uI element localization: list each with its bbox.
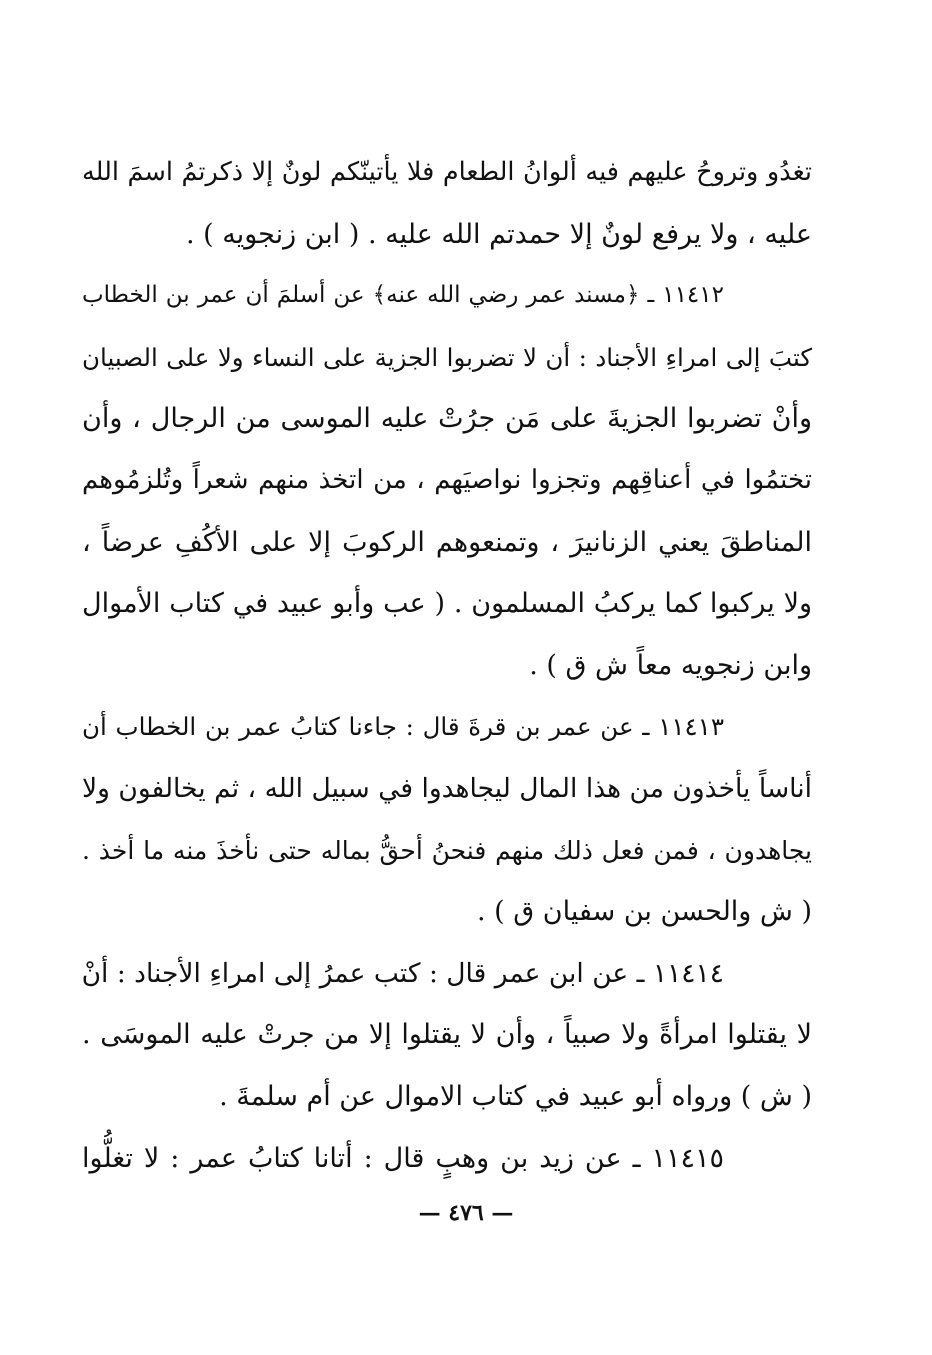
text-line: عليه ، ولا يرفع لونٌ إلا حمدتم الله عليه . ( ابن زنجويه ) . — [185, 218, 812, 250]
page-number: — ٤٧٦ — — [418, 1200, 514, 1226]
text-line: أناساً يأخذون من هذا المال ليجاهدوا في سبيل الله ، ثم يخالفون ولا — [82, 772, 812, 804]
text-line: تختمُوا في أعناقِهم وتجزوا نواصيَهم ، من اتخذ منهم شعراً وتُلزمُوهم — [82, 464, 812, 495]
text-line: يجاهدون ، فمن فعل ذلك منهم فنحنُ أحقُّ بماله حتى نأخذَ منه ما أخذ . — [82, 835, 812, 865]
text-line: ولا يركبوا كما يركبُ المسلمون . ( عب وأبو عبيد في كتاب الأموال — [82, 588, 812, 620]
text-line: لا يقتلوا امرأةً ولا صبياً ، وأن لا يقتلوا إلا من جرتْ عليه الموسَى . — [82, 1019, 812, 1051]
text-line: ( ش ) ورواه أبو عبيد في كتاب الاموال عن أم سلمةَ . — [219, 1080, 812, 1112]
text-line: ١١٤١٣ ـ عن عمر بن قرةَ قال : جاءنا كتابُ عمر بن الخطاب أن — [82, 712, 724, 742]
text-line: وابن زنجويه معاً ش ق ) . — [529, 649, 812, 681]
hadith-text-block — [82, 142, 812, 1189]
text-line: ١١٤١٥ ـ عن زيد بن وهبٍ قال : أتانا كتابُ عمر : لا تغلُّوا — [82, 1142, 724, 1174]
text-line: المناطقَ يعني الزنانيرَ ، وتمنعوهم الركوبَ إلا على الأكُفِ عرضاً ، — [82, 526, 812, 558]
text-line: ١١٤١٤ ـ عن ابن عمر قال : كتب عمرُ إلى امراءِ الأجناد : أنْ — [82, 957, 724, 989]
text-line: كتبَ إلى امراءِ الأجناد : أن لا تضربوا الجزية على النساء ولا على الصبيان — [82, 342, 812, 372]
text-line: ( ش والحسن بن سفيان ق ) . — [476, 896, 812, 928]
text-line: وأنْ تضربوا الجزيةَ على مَن جرُتْ عليه الموسى من الرجال ، وأن — [82, 403, 812, 435]
text-line: تغدُو وتروحُ عليهم فيه ألوانُ الطعام فلا يأتينّكم لونٌ إلا ذكرتمُ اسمَ الله — [82, 157, 812, 187]
text-line: ١١٤١٢ ـ ﴿مسند عمر رضي الله عنه﴾ عن أسلمَ أن عمر بن الخطاب — [82, 282, 724, 309]
